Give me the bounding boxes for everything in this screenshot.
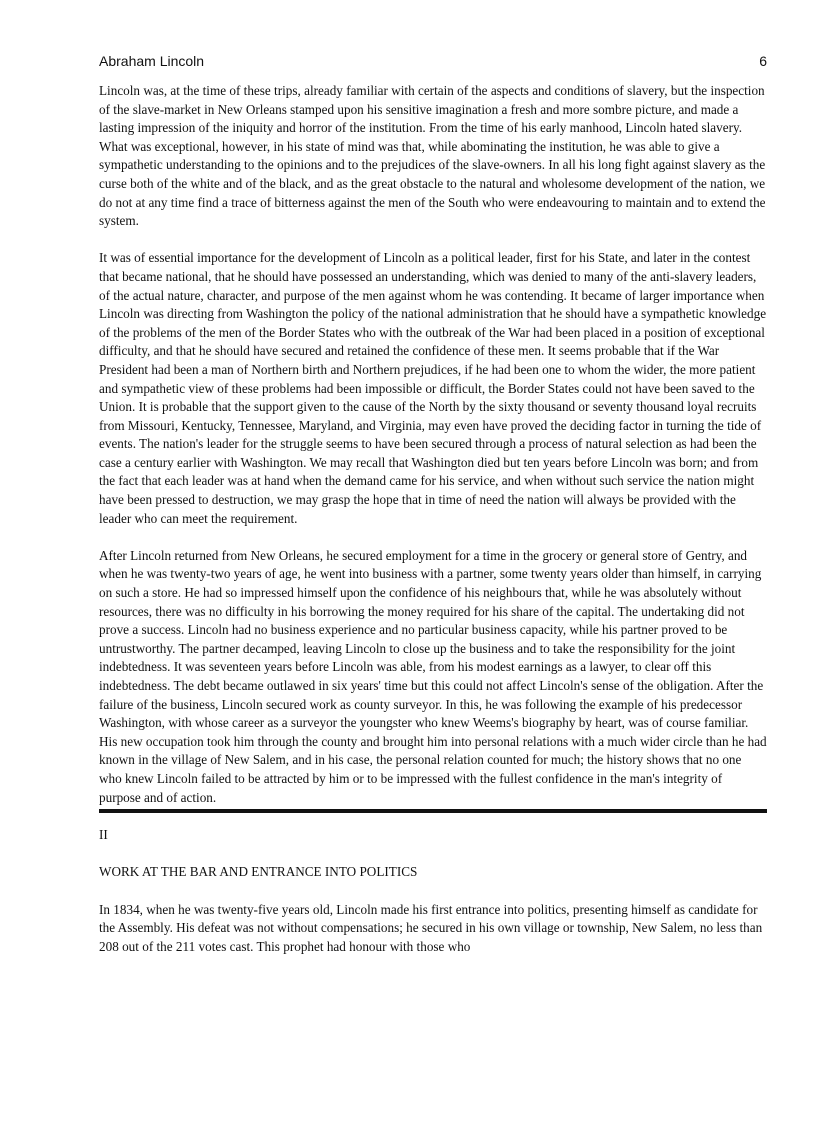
running-title: Abraham Lincoln xyxy=(99,53,205,69)
chapter-title: WORK AT THE BAR AND ENTRANCE INTO POLITICS xyxy=(99,864,418,880)
page-number: 6 xyxy=(759,53,767,69)
running-header xyxy=(99,50,767,72)
paragraph: After Lincoln returned from New Orleans, he secured employment for a time in the grocery or general store of Gentry, and when he was twenty-two years of age, he went into business with a partner, some twenty years older than himself, in carrying on such a store. He had so impressed himself upon the confidence of his neighbours that, while he was absolutely without resources, there was no difficulty in his borrowing the money required for his share of the capital. The undertaking did not prove a success. Lincoln had no business experience and no particular business capacity, while his partner proved to be untrustworthy. The partner decamped, leaving Lincoln to close up the business and to take the responsibility for the joint indebtedness. It was seventeen years before Lincoln was able, from his modest earnings as a lawyer, to clear off this indebtedness. The debt became outlawed in six years' time but this could not affect Lincoln's sense of the obligation. After the failure of the business, Lincoln secured work as county surveyor. In this, he was following the example of his predecessor Washington, with whose career as a surveyor the youngster who knew Weems's biography by heart, was of course familiar. His new occupation took him through the county and brought him into personal relations with a much wider circle than he had known in the village of New Salem, and in his case, the personal relation counted for much; the history shows that no one who knew Lincoln failed to be attracted by him or to be impressed with the fullest confidence in the man's integrity of purpose and of action. xyxy=(99,547,767,805)
page xyxy=(99,50,767,975)
paragraph: In 1834, when he was twenty-five years old, Lincoln made his first entrance into politics, presenting himself as candidate for the Assembly. His defeat was not without compensations; he secured in his own village or township, New Salem, no less than 208 out of the 211 votes cast. This prophet had honour with those who xyxy=(99,901,763,954)
chapter-number: II xyxy=(99,827,108,843)
section-divider xyxy=(99,809,767,813)
paragraph: Lincoln was, at the time of these trips, already familiar with certain of the aspects and conditions of slavery, but the inspection of the slave-market in New Orleans stamped upon his sensitive imagination a fresh and more sombre picture, and made a lasting impression of the iniquity and horror of the institution. From the time of his early manhood, Lincoln hated slavery. What was exceptional, however, in his state of mind was that, while abominating the institution, he was able to give a sympathetic understanding to the opinions and to the prejudices of the slave-owners. In all his long fight against slavery as the curse both of the white and of the black, and as the great obstacle to the natural and wholesome development of the nation, we do not at any time find a trace of bitterness against the men of the South who were endeavouring to maintain and to extend the system. xyxy=(99,83,766,229)
paragraph: It was of essential importance for the development of Lincoln as a political leader, first for his State, and later in the contest that became national, that he should have possessed an understanding, which was denied to many of the anti-slavery leaders, of the actual nature, character, and purpose of the men against whom he was contending. It became of larger importance when Lincoln was directing from Washington the policy of the national administration that he should have a sympathetic knowledge of the problems of the men of the Border States who with the outbreak of the War had been placed in a position of exceptional difficulty, and that he should have secured and retained the confidence of these men. It seems probable that if the War President had been a man of Northern birth and Northern prejudices, if he had been one to whom the wider, the more patient and sympathetic view of these problems had been impossible or difficult, the Border States could not have been saved to the Union. It is probable that the support given to the cause of the North by the sixty thousand or seventy thousand loyal recruits from Missouri, Kentucky, Tennessee, Maryland, and Virginia, may even have proved the deciding factor in turning the tide of events. The nation's leader for the struggle seems to have been secured through a process of natural selection as had been the case a century earlier with Washington. We may recall that Washington died but ten years before Lincoln was born; and from the fact that each leader was at hand when the demand came for his service, and when without such service the nation might have been pressed to destruction, we may grasp the hope that in time of need the nation will always be provided with the leader who can meet the requirement. xyxy=(99,250,767,526)
